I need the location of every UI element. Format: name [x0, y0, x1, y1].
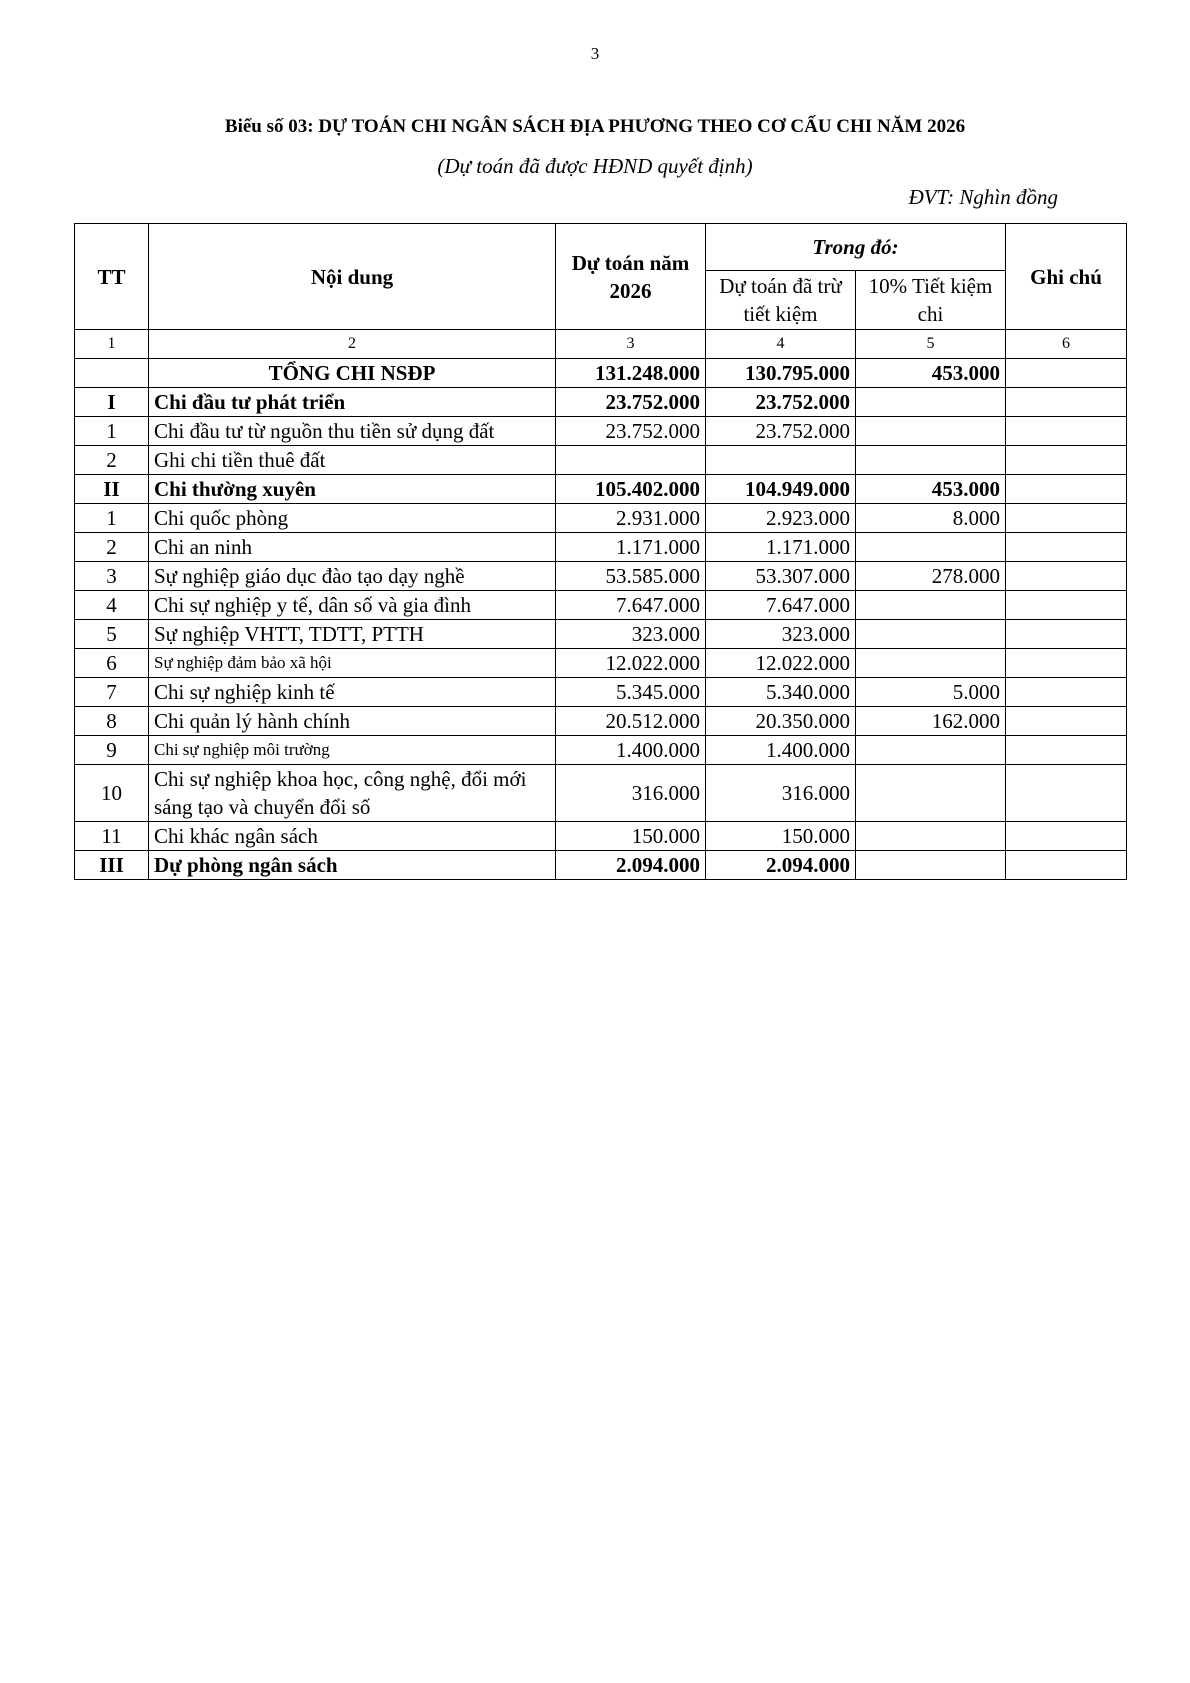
row-content: TỔNG CHI NSĐP	[149, 359, 556, 388]
column-number: 1	[75, 330, 149, 359]
row-saving	[856, 591, 1006, 620]
budget-table	[74, 223, 1127, 880]
row-note	[1006, 359, 1127, 388]
table-row	[75, 388, 1127, 417]
row-note	[1006, 620, 1127, 649]
row-saving	[856, 765, 1006, 822]
row-tt: 5	[75, 620, 149, 649]
document-title: Biểu số 03: DỰ TOÁN CHI NGÂN SÁCH ĐỊA PHƯƠNG THEO CƠ CẤU CHI NĂM 2026	[224, 116, 966, 137]
row-saving: 278.000	[856, 562, 1006, 591]
row-saving	[856, 446, 1006, 475]
row-content: Sự nghiệp đảm bảo xã hội	[149, 649, 556, 678]
row-estimate: 23.752.000	[556, 388, 706, 417]
row-estimate: 2.931.000	[556, 504, 706, 533]
row-note	[1006, 736, 1127, 765]
row-after-saving	[706, 446, 856, 475]
row-tt: 7	[75, 678, 149, 707]
header-saving: 10% Tiết kiệm chi	[856, 271, 1006, 330]
row-after-saving: 5.340.000	[706, 678, 856, 707]
row-content: Chi đầu tư từ nguồn thu tiền sử dụng đất	[149, 417, 556, 446]
table-row	[75, 736, 1127, 765]
row-note	[1006, 504, 1127, 533]
row-estimate: 7.647.000	[556, 591, 706, 620]
row-content: Chi an ninh	[149, 533, 556, 562]
row-saving: 5.000	[856, 678, 1006, 707]
row-content: Chi đầu tư phát triển	[149, 388, 556, 417]
row-after-saving: 2.923.000	[706, 504, 856, 533]
row-tt: 1	[75, 417, 149, 446]
row-tt	[75, 359, 149, 388]
row-tt: II	[75, 475, 149, 504]
row-content: Chi quản lý hành chính	[149, 707, 556, 736]
row-content: Dự phòng ngân sách	[149, 851, 556, 880]
column-number: 5	[856, 330, 1006, 359]
row-saving	[856, 620, 1006, 649]
table-row	[75, 620, 1127, 649]
row-note	[1006, 822, 1127, 851]
row-tt: III	[75, 851, 149, 880]
table-row	[75, 475, 1127, 504]
document-subtitle: (Dự toán đã được HĐND quyết định)	[437, 154, 753, 178]
table-row	[75, 851, 1127, 880]
row-estimate: 105.402.000	[556, 475, 706, 504]
row-estimate: 316.000	[556, 765, 706, 822]
row-tt: 9	[75, 736, 149, 765]
table-row	[75, 562, 1127, 591]
row-saving: 162.000	[856, 707, 1006, 736]
row-note	[1006, 765, 1127, 822]
row-note	[1006, 446, 1127, 475]
row-content: Sự nghiệp giáo dục đào tạo dạy nghề	[149, 562, 556, 591]
table-row	[75, 417, 1127, 446]
row-estimate: 23.752.000	[556, 417, 706, 446]
row-estimate: 1.171.000	[556, 533, 706, 562]
row-tt: 8	[75, 707, 149, 736]
row-tt: 2	[75, 533, 149, 562]
row-content: Chi sự nghiệp kinh tế	[149, 678, 556, 707]
row-after-saving: 23.752.000	[706, 417, 856, 446]
row-tt: 6	[75, 649, 149, 678]
row-after-saving: 150.000	[706, 822, 856, 851]
page-number: 3	[590, 44, 600, 63]
row-after-saving: 104.949.000	[706, 475, 856, 504]
row-after-saving: 130.795.000	[706, 359, 856, 388]
row-content: Ghi chi tiền thuê đất	[149, 446, 556, 475]
row-content: Chi sự nghiệp y tế, dân số và gia đình	[149, 591, 556, 620]
row-estimate: 2.094.000	[556, 851, 706, 880]
row-note	[1006, 417, 1127, 446]
table-row	[75, 446, 1127, 475]
row-tt: 10	[75, 765, 149, 822]
row-note	[1006, 707, 1127, 736]
row-note	[1006, 591, 1127, 620]
row-saving	[856, 388, 1006, 417]
header-tt: TT	[75, 224, 149, 330]
table-row	[75, 504, 1127, 533]
row-tt: 1	[75, 504, 149, 533]
row-content: Chi thường xuyên	[149, 475, 556, 504]
row-tt: 11	[75, 822, 149, 851]
header-note: Ghi chú	[1006, 224, 1127, 330]
table-row	[75, 707, 1127, 736]
row-note	[1006, 678, 1127, 707]
column-number: 3	[556, 330, 706, 359]
row-saving: 453.000	[856, 475, 1006, 504]
row-after-saving: 2.094.000	[706, 851, 856, 880]
row-content: Chi sự nghiệp khoa học, công nghệ, đổi mới sáng tạo và chuyển đổi số	[149, 765, 556, 822]
row-content: Chi sự nghiệp môi trường	[149, 736, 556, 765]
row-after-saving: 1.171.000	[706, 533, 856, 562]
row-tt: 3	[75, 562, 149, 591]
row-after-saving: 1.400.000	[706, 736, 856, 765]
row-saving	[856, 736, 1006, 765]
row-saving	[856, 417, 1006, 446]
row-saving: 8.000	[856, 504, 1006, 533]
row-after-saving: 316.000	[706, 765, 856, 822]
unit-label: ĐVT: Nghìn đồng	[908, 185, 1058, 209]
header-content: Nội dung	[149, 224, 556, 330]
row-tt: I	[75, 388, 149, 417]
row-note	[1006, 851, 1127, 880]
row-estimate: 150.000	[556, 822, 706, 851]
row-estimate: 323.000	[556, 620, 706, 649]
row-estimate: 131.248.000	[556, 359, 706, 388]
table-row	[75, 591, 1127, 620]
table-row	[75, 533, 1127, 562]
row-estimate: 5.345.000	[556, 678, 706, 707]
row-after-saving: 20.350.000	[706, 707, 856, 736]
row-note	[1006, 475, 1127, 504]
row-note	[1006, 388, 1127, 417]
header-in-which: Trong đó:	[706, 224, 1006, 271]
row-saving	[856, 533, 1006, 562]
row-note	[1006, 649, 1127, 678]
row-saving	[856, 822, 1006, 851]
table-row	[75, 765, 1127, 822]
row-after-saving: 12.022.000	[706, 649, 856, 678]
table-row	[75, 822, 1127, 851]
row-estimate: 12.022.000	[556, 649, 706, 678]
column-number-row	[75, 330, 1127, 359]
table-row	[75, 359, 1127, 388]
header-after-saving: Dự toán đã trừ tiết kiệm	[706, 271, 856, 330]
column-number: 2	[149, 330, 556, 359]
row-saving	[856, 851, 1006, 880]
row-note	[1006, 562, 1127, 591]
row-after-saving: 53.307.000	[706, 562, 856, 591]
row-after-saving: 23.752.000	[706, 388, 856, 417]
row-tt: 4	[75, 591, 149, 620]
row-content: Chi quốc phòng	[149, 504, 556, 533]
table-row	[75, 678, 1127, 707]
column-number: 6	[1006, 330, 1127, 359]
row-estimate: 20.512.000	[556, 707, 706, 736]
row-tt: 2	[75, 446, 149, 475]
row-after-saving: 7.647.000	[706, 591, 856, 620]
row-estimate: 53.585.000	[556, 562, 706, 591]
row-after-saving: 323.000	[706, 620, 856, 649]
row-content: Sự nghiệp VHTT, TDTT, PTTH	[149, 620, 556, 649]
row-saving: 453.000	[856, 359, 1006, 388]
table-row	[75, 649, 1127, 678]
row-note	[1006, 533, 1127, 562]
header-estimate: Dự toán năm 2026	[556, 224, 706, 330]
row-estimate: 1.400.000	[556, 736, 706, 765]
row-content: Chi khác ngân sách	[149, 822, 556, 851]
row-saving	[856, 649, 1006, 678]
row-estimate	[556, 446, 706, 475]
column-number: 4	[706, 330, 856, 359]
